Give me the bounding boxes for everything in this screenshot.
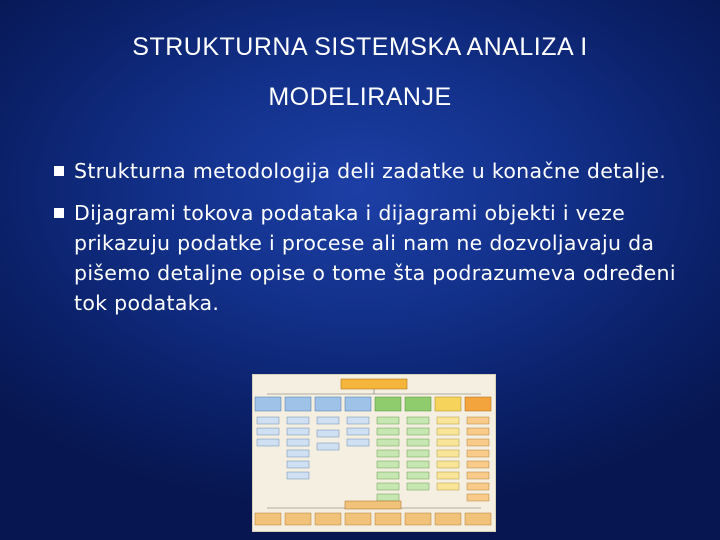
title-line-2: MODELIRANJE bbox=[268, 83, 452, 111]
org-chart-image bbox=[252, 374, 496, 532]
chart-footer-items bbox=[255, 513, 491, 525]
square-bullet-icon bbox=[54, 208, 64, 218]
bullet-text-2: Dijagrami tokova podataka i dijagrami objekti i veze prikazuju podatke i procese ali nam ne dozvoljavaju da pišemo detaljne opise o tome šta podrazumeva određeni tok podataka. bbox=[74, 201, 676, 315]
bullet-text-1: Strukturna metodologija deli zadatke u konačne detalje. bbox=[74, 159, 667, 183]
chart-column-headers bbox=[255, 397, 491, 411]
bullet-list bbox=[52, 156, 692, 330]
square-bullet-icon bbox=[54, 166, 64, 176]
bullet-item-2 bbox=[52, 198, 692, 318]
chart-column-items bbox=[257, 417, 489, 501]
title-line-1: STRUKTURNA SISTEMSKA ANALIZA I bbox=[132, 33, 588, 61]
slide-title bbox=[0, 22, 720, 122]
bullet-item-1 bbox=[52, 156, 692, 186]
chart-footer-box bbox=[345, 501, 401, 509]
org-chart-drawing bbox=[253, 375, 495, 531]
chart-header-box bbox=[341, 379, 407, 389]
